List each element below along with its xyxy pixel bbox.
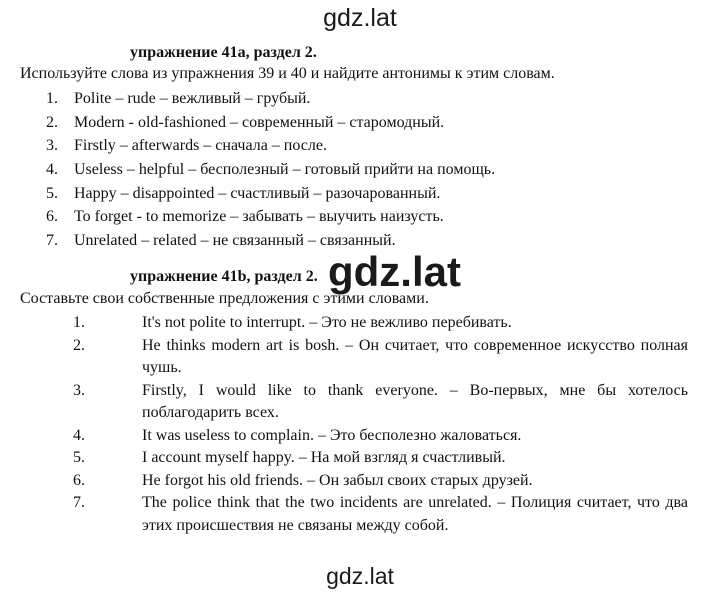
- item-text: Firstly, I would like to thank everyone. – Во-первых, мне бы хотелось поблагодарить всех.: [142, 381, 688, 421]
- item-text: I account myself happy. – На мой взгляд я счастливый.: [142, 449, 506, 466]
- item-number: 1.: [46, 90, 58, 107]
- watermark-bottom: gdz.lat: [326, 563, 394, 589]
- item-number: 3.: [46, 137, 58, 155]
- item-text: He thinks modern art is bosh. – Он считает, что современное искусство полная чушь.: [142, 336, 688, 376]
- exercise-b-list: [0, 312, 720, 537]
- item-text: The police think that the two incidents are unrelated. – Полиция считает, что два этих происшествия не связаны между собой.: [142, 494, 688, 534]
- item-text: Useless – helpful – бесполезный – готовый прийти на помощь.: [74, 161, 496, 179]
- item-text: It was useless to complain. – Это бесполезно жаловаться.: [142, 426, 522, 444]
- item-text: He forgot his old friends. – Он забыл своих старых друзей.: [142, 471, 533, 489]
- item-number: 7.: [46, 232, 58, 250]
- item-number: 2.: [73, 336, 85, 354]
- exercise-b-heading: упражнение 41b, раздел 2.: [130, 268, 318, 285]
- item-text: Happy – disappointed – счастливый – разочарованный.: [74, 184, 441, 202]
- list-item: [0, 470, 720, 493]
- item-text: Unrelated – related – не связанный – связанный.: [74, 232, 396, 250]
- item-number: 5.: [46, 184, 58, 202]
- item-number: 2.: [46, 113, 58, 131]
- list-item: [0, 312, 720, 335]
- item-number: 1.: [73, 314, 85, 331]
- item-text: Modern - old-fashioned – современный – старомодный.: [74, 113, 445, 131]
- item-number: 7.: [73, 494, 85, 511]
- list-item: [0, 425, 720, 448]
- item-number: 6.: [73, 471, 85, 489]
- item-text: It's not polite to interrupt. – Это не вежливо перебивать.: [142, 314, 512, 331]
- watermark-top: gdz.lat: [323, 4, 397, 32]
- item-number: 6.: [46, 208, 58, 226]
- item-number: 4.: [46, 161, 58, 179]
- list-item: [0, 447, 720, 470]
- exercise-b-instruction: Составьте свои собственные предложения с этими словами.: [20, 290, 429, 307]
- list-item: [0, 492, 720, 537]
- item-text: To forget - to memorize – забывать – выучить наизусть.: [74, 208, 444, 226]
- item-text: Polite – rude – вежливый – грубый.: [74, 90, 311, 107]
- list-item: [0, 380, 720, 425]
- item-number: 5.: [73, 449, 85, 466]
- list-item: [0, 335, 720, 380]
- item-number: 4.: [73, 426, 85, 444]
- exercise-a-heading: упражнение 41a, раздел 2.: [130, 44, 317, 61]
- watermark-middle: gdz.lat: [328, 248, 461, 295]
- item-text: Firstly – afterwards – сначала – после.: [74, 137, 327, 155]
- item-number: 3.: [73, 381, 85, 399]
- exercise-a-instruction: Используйте слова из упражнения 39 и 40 и найдите антонимы к этим словам.: [20, 65, 555, 82]
